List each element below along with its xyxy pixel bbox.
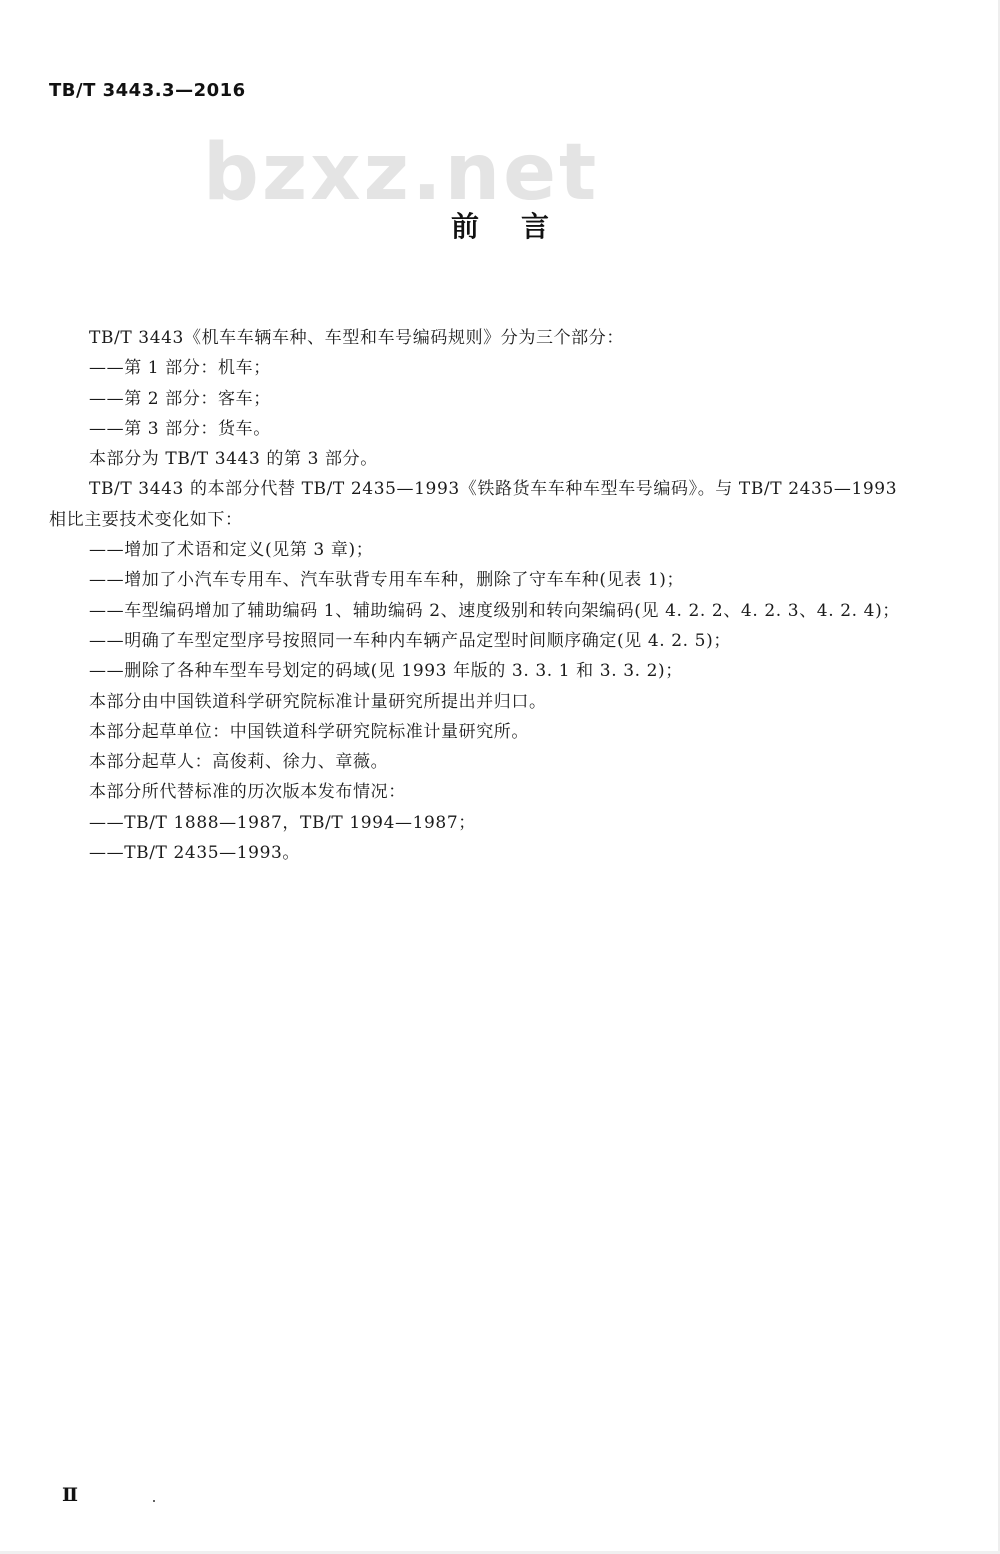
- list-item: ——TB/T 2435—1993。: [89, 843, 301, 864]
- page-number: Ⅱ: [62, 1484, 79, 1506]
- list-item: ——车型编码增加了辅助编码 1、辅助编码 2、速度级别和转向架编码(见 4. 2. 2、4. 2. 3、4. 2. 4)；: [89, 600, 900, 621]
- paragraph-continuation: 相比主要技术变化如下：: [49, 509, 243, 530]
- foreword-body: [49, 323, 959, 868]
- paragraph: TB/T 3443 的本部分代替 TB/T 2435—1993《铁路货车车种车型车号编码》。与 TB/T 2435—1993: [89, 479, 898, 500]
- list-item: ——增加了小汽车专用车、汽车驮背专用车车种，删除了守车车种(见表 1)；: [89, 570, 685, 591]
- paragraph: 本部分起草单位：中国铁道科学研究院标准计量研究所。: [89, 721, 529, 742]
- paragraph: TB/T 3443《机车车辆车种、车型和车号编码规则》分为三个部分：: [89, 328, 624, 348]
- watermark: bzxz.net: [203, 128, 600, 218]
- list-item: ——第 3 部分：货车。: [89, 418, 271, 439]
- standard-code: TB/T 3443.3—2016: [49, 80, 246, 101]
- list-item: ——TB/T 1888—1987，TB/T 1994—1987；: [89, 812, 476, 833]
- list-item: ——明确了车型定型序号按照同一车种内车辆产品定型时间顺序确定(见 4. 2. 5)；: [89, 630, 731, 651]
- list-item: ——删除了各种车型车号划定的码域(见 1993 年版的 3. 3. 1 和 3. 3. 2)；: [89, 661, 683, 682]
- paragraph: 本部分为 TB/T 3443 的第 3 部分。: [89, 449, 378, 470]
- list-item: ——第 2 部分：客车；: [89, 388, 271, 409]
- paragraph: 本部分所代替标准的历次版本发布情况：: [89, 782, 406, 803]
- section-heading: 前言: [450, 210, 591, 243]
- speck-mark: [153, 1500, 155, 1502]
- paragraph: 本部分由中国铁道科学研究院标准计量研究所提出并归口。: [89, 691, 547, 712]
- paragraph: 本部分起草人：高俊莉、徐力、章薇。: [89, 752, 389, 773]
- list-item: ——第 1 部分：机车；: [89, 358, 271, 379]
- list-item: ——增加了术语和定义(见第 3 章)；: [89, 540, 374, 561]
